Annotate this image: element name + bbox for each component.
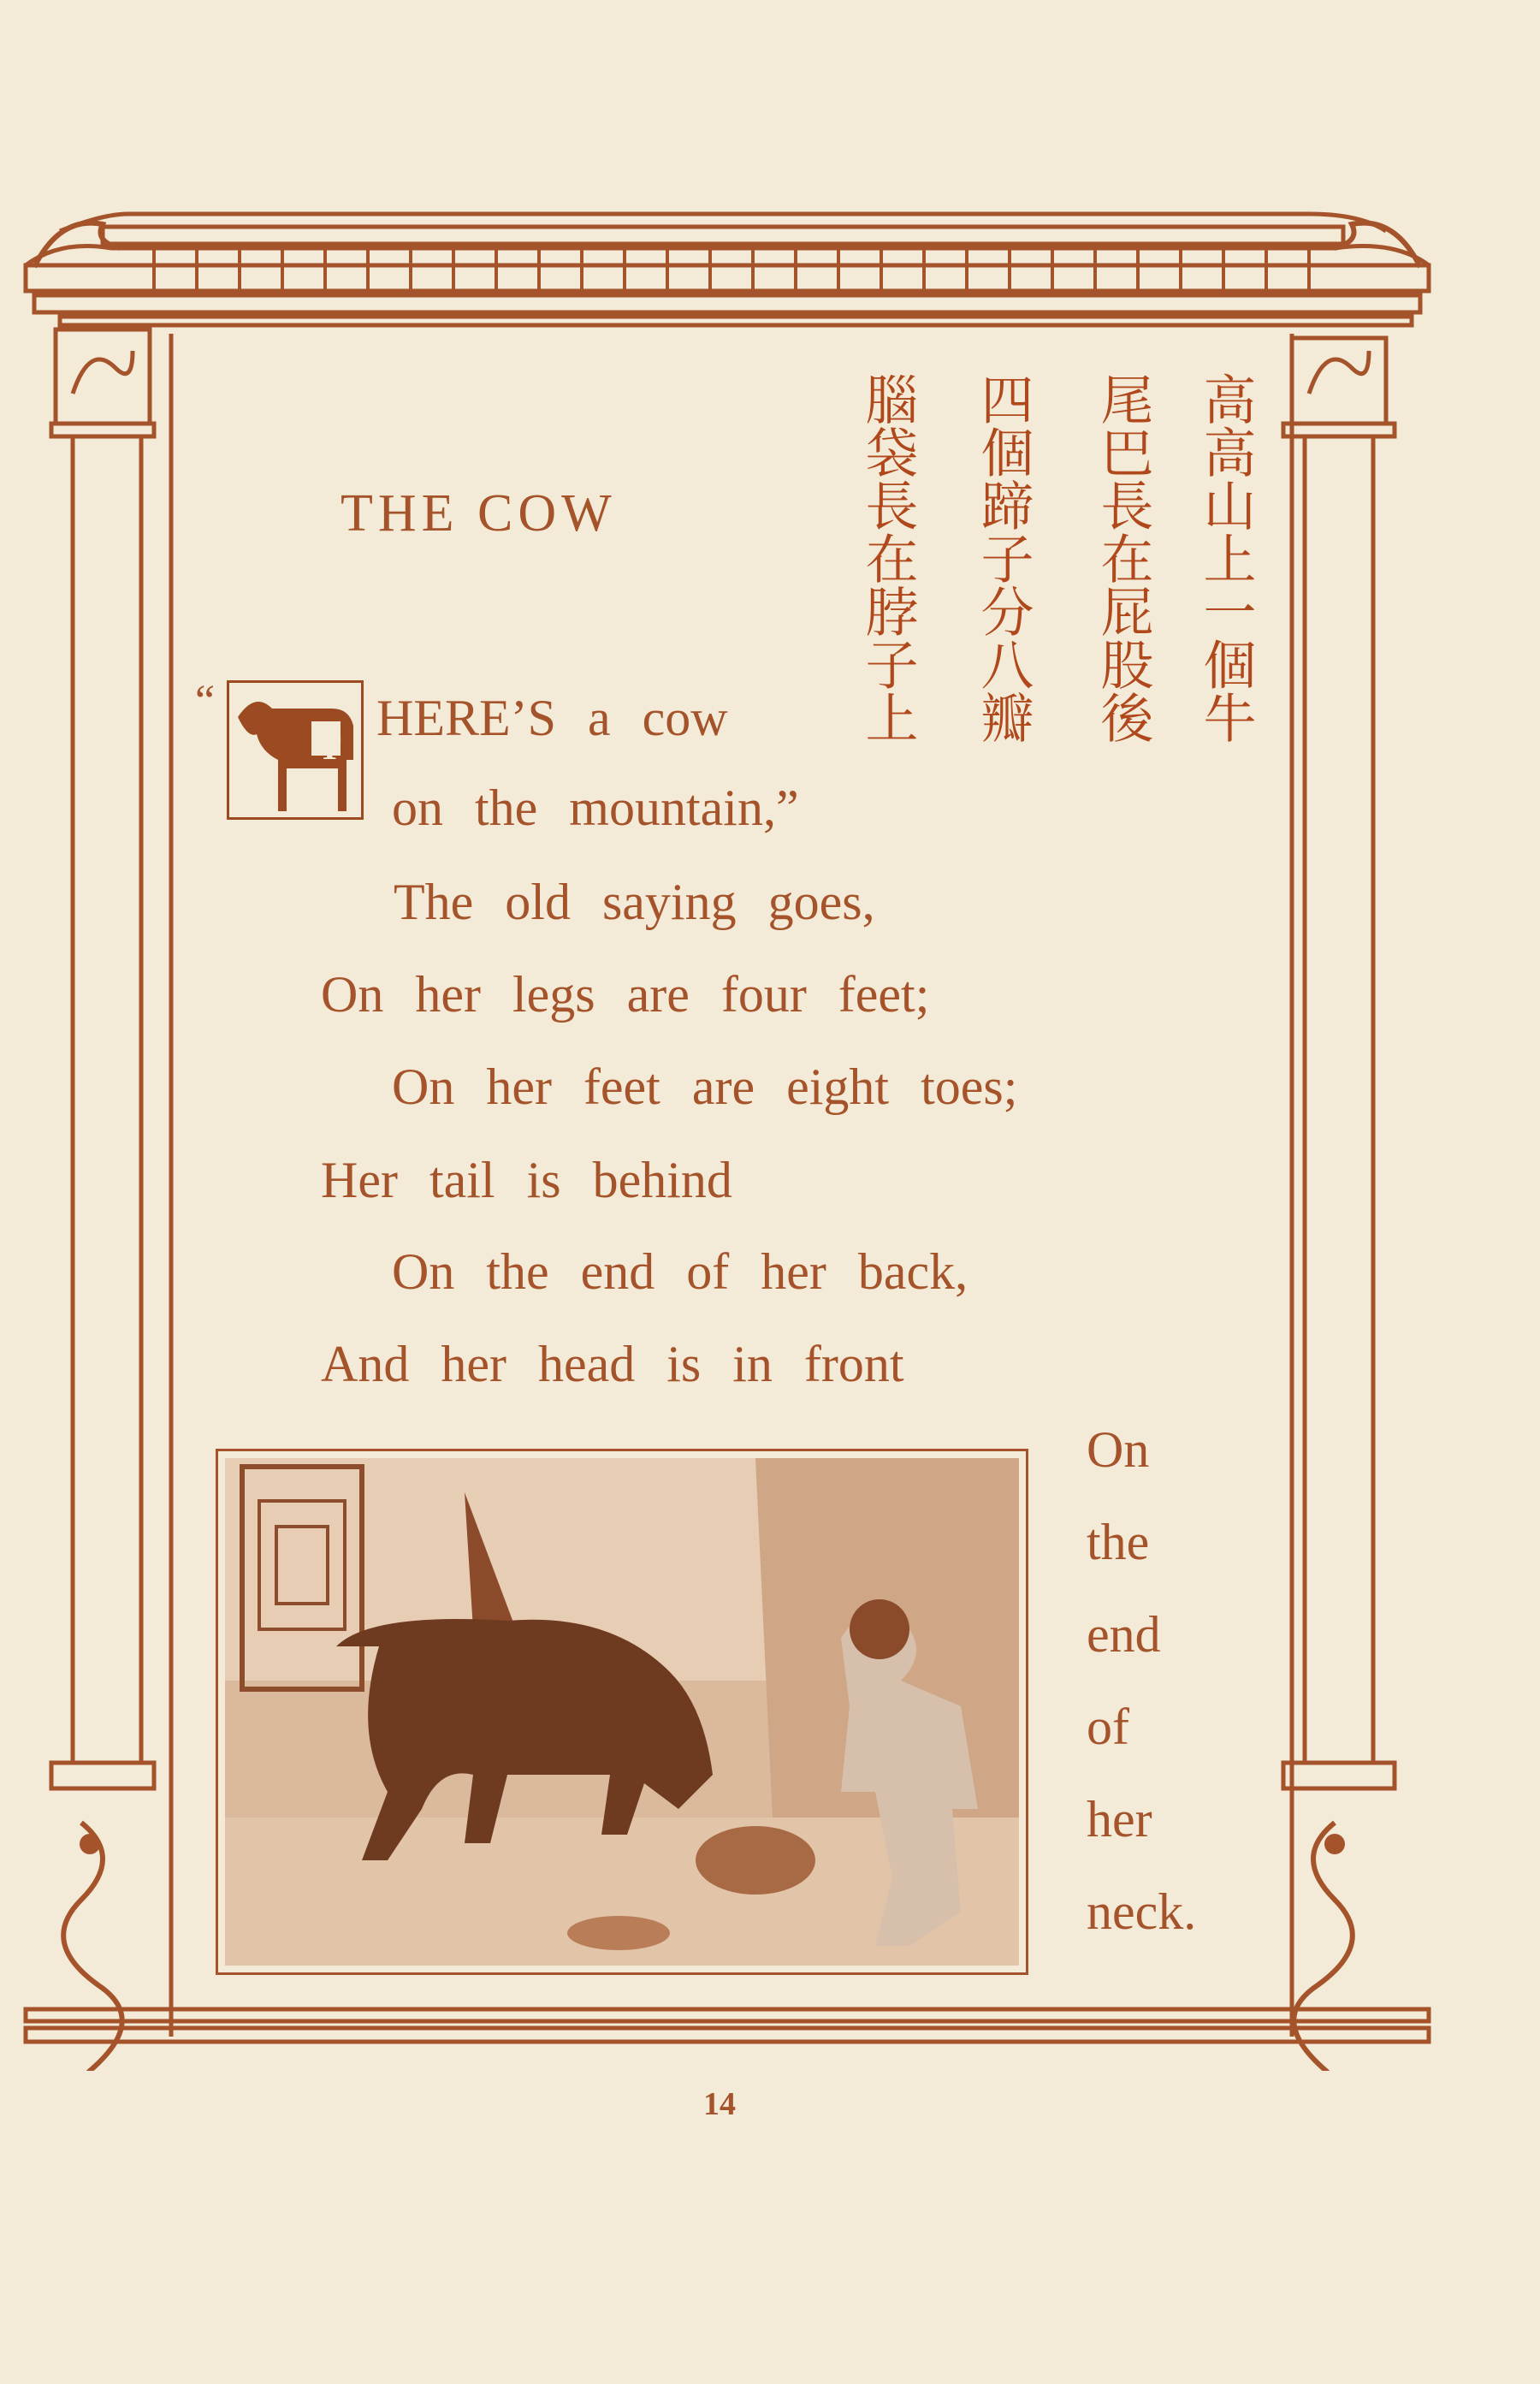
side-word-2: the: [1087, 1514, 1150, 1570]
chinese-verse-column-1: 高高山上一個牛: [1194, 372, 1257, 744]
chinese-verse-column-3: 四個蹄子分八瓣: [972, 372, 1034, 744]
cow-photograph: [216, 1449, 1028, 1975]
chinese-verse-column-4: 腦袋長在脖子上: [856, 372, 919, 744]
open-quote: “: [195, 677, 216, 726]
poem-line-7: On the end of her back,: [392, 1243, 968, 1300]
side-word-5: her: [1087, 1791, 1152, 1847]
page-title: THE COW: [341, 484, 617, 543]
chinese-verse-column-2: 尾巴長在屁股後: [1092, 372, 1154, 744]
poem-line-1: HERE’S a cow: [376, 690, 728, 746]
drop-cap-box: [227, 680, 364, 820]
drop-cap-letter: T: [318, 728, 341, 767]
poem-line-6: Her tail is behind: [321, 1152, 732, 1208]
poem-line-3: The old saying goes,: [394, 874, 875, 930]
side-word-4: of: [1087, 1699, 1129, 1755]
poem-line-2: on the mountain,”: [392, 780, 799, 836]
side-word-3: end: [1087, 1606, 1161, 1663]
poem-line-8: And her head is in front: [321, 1336, 904, 1392]
side-word-6: neck.: [1087, 1883, 1197, 1940]
cow-and-boy-illustration: [225, 1458, 1019, 1966]
page-number: 14: [703, 2086, 736, 2122]
side-word-1: On: [1087, 1421, 1150, 1478]
poem-line-4: On her legs are four feet;: [321, 966, 930, 1023]
poem-line-5: On her feet are eight toes;: [392, 1059, 1018, 1115]
